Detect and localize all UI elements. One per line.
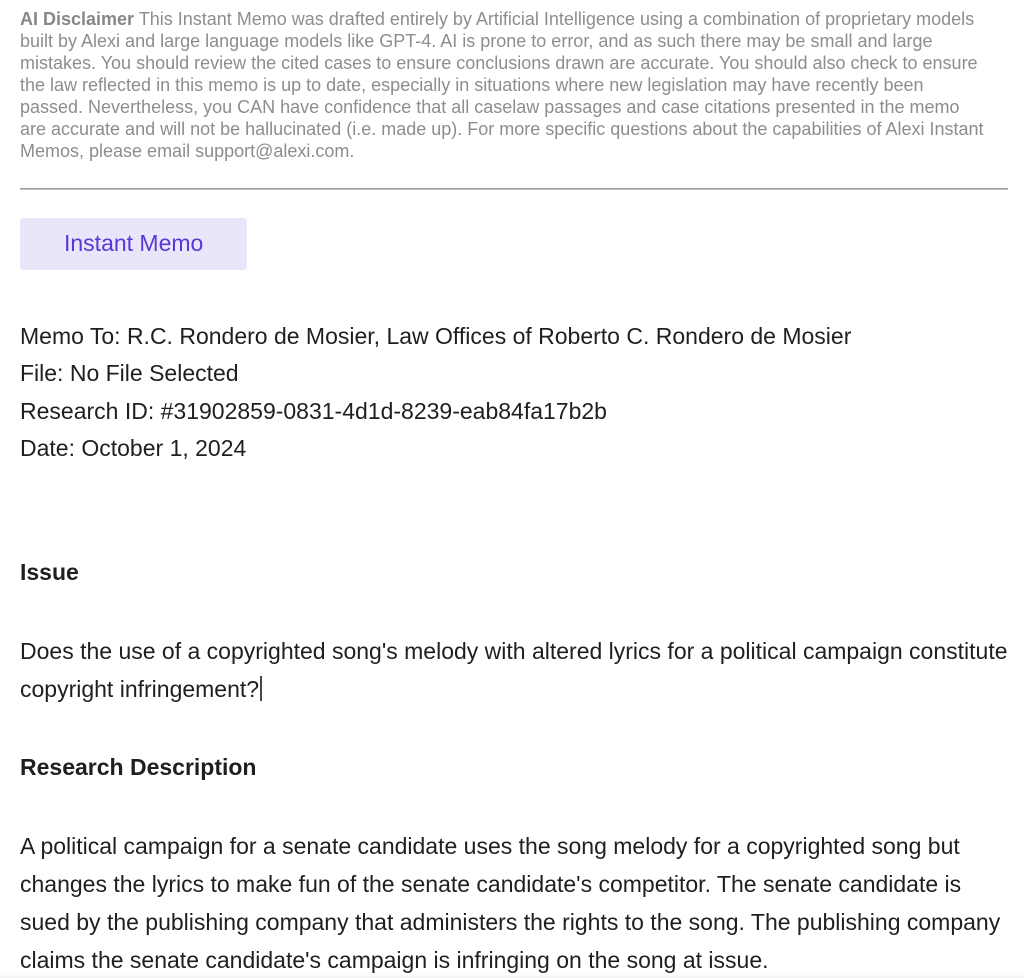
- ai-disclaimer: [20, 8, 985, 162]
- issue-text[interactable]: [20, 632, 1012, 708]
- memo-metadata: [20, 318, 1012, 468]
- research-description-heading: Research Description: [20, 753, 257, 780]
- file-line: File: No File Selected: [20, 360, 239, 387]
- instant-memo-badge: [20, 218, 247, 270]
- memo-to-line: Memo To: R.C. Rondero de Mosier, Law Offices of Roberto C. Rondero de Mosier: [20, 322, 852, 349]
- memo-document: [0, 8, 1024, 978]
- research-description-text[interactable]: A political campaign for a senate candidate uses the song melody for a copyrighted song but changes the lyrics to make fun of the senate candidate's competitor. The senate candidate is sued by the publishing company that administers the rights to the song. The publishing company claims the senate candidate's campaign is infringing on the song at issue.: [20, 832, 1001, 973]
- date-line: Date: October 1, 2024: [20, 435, 247, 462]
- ai-disclaimer-label: AI Disclaimer: [20, 9, 135, 29]
- ai-disclaimer-text: This Instant Memo was drafted entirely by Artificial Intelligence using a combination of proprietary models built by Alexi and large language models like GPT-4. AI is prone to error, and as such there may be small and large mistakes. You should review the cited cases to ensure conclusions drawn are accurate. You should also check to ensure the law reflected in this memo is up to date, especially in situations where new legislation may have recently been passed. Nevertheless, you CAN have confidence that all caselaw passages and case citations presented in the memo are accurate and will not be hallucinated (i.e. made up). For more specific questions about the capabilities of Alexi Instant Memos, please email support@alexi.com.: [20, 9, 984, 161]
- research-id-line: Research ID: #31902859-0831-4d1d-8239-eab84fa17b2b: [20, 397, 607, 424]
- issue-heading: Issue: [20, 558, 79, 585]
- text-cursor: [260, 676, 262, 701]
- divider: [20, 188, 1008, 190]
- issue-text-content[interactable]: Does the use of a copyrighted song's melody with altered lyrics for a political campaign constitute copyright infringement?: [20, 637, 1008, 702]
- instant-memo-badge-label: Instant Memo: [64, 230, 204, 256]
